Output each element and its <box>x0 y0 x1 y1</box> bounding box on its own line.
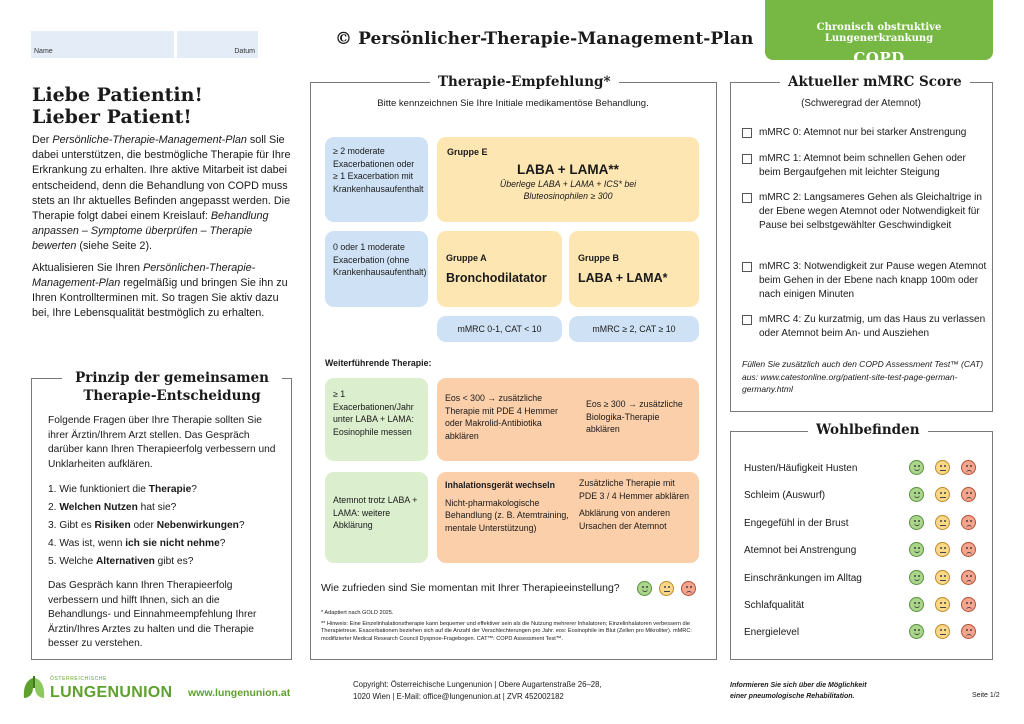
mmrc-title: Aktueller mMRC Score <box>780 74 970 90</box>
text: ? <box>191 484 197 495</box>
copyright-line-1: Copyright: Österreichische Lungenunion | Obere Augartenstraße 26–28, <box>353 680 602 689</box>
group-b-label: Gruppe B <box>578 253 620 263</box>
prinzip-outro: Das Gespräch kann Ihren Therapieerfolg verbessern und hilft Ihnen, sich an die Behandlungs- und Einnahmeempfehlung Ihrer Ärztin/Ihres Arztes zu halten und die Therapie besser zu verstehen. <box>48 580 257 649</box>
text: Der <box>32 134 53 146</box>
further-therapy-title: Weiterführende Therapie: <box>325 358 432 368</box>
text-bold: Alternativen <box>95 556 155 567</box>
smiley-happy-icon[interactable] <box>909 515 924 530</box>
question-list <box>48 481 280 571</box>
smiley-neutral-icon[interactable] <box>935 487 950 502</box>
copyright-line-2: 1020 Wien | E-Mail: office@lungenunion.at | ZVR 452002182 <box>353 692 564 701</box>
footnote-1: * Adaptiert nach GOLD 2025. <box>321 610 394 616</box>
wohlbefinden-title: Wohlbefinden <box>808 422 928 438</box>
smiley-neutral-icon[interactable] <box>935 460 950 475</box>
rehabilitation-line-2: einer pneumologische Rehabilitation. <box>730 693 855 700</box>
group-e-label: Gruppe E <box>447 147 488 157</box>
mmrc-option-label: mMRC 0: Atemnot nur bei starker Anstrengung <box>759 127 967 138</box>
text-italic: Behandlung anpassen – Symptome überprüfen – Therapie bewerten <box>32 210 269 253</box>
smiley-sad-icon[interactable] <box>961 460 976 475</box>
mmrc-option-label: mMRC 1: Atemnot beim schnellen Gehen oder beim Bergaufgehen mit leichter Steigung <box>759 153 966 178</box>
checkbox[interactable] <box>742 315 752 325</box>
lung-logo-icon <box>20 674 48 702</box>
text: 1. Wie funktioniert die <box>48 484 149 495</box>
group-b-drug: LABA + LAMA* <box>578 270 668 285</box>
score-a-text: mMRC 0-1, CAT < 10 <box>457 324 542 334</box>
criteria-group-ab <box>325 231 428 307</box>
criteria-group-e <box>325 137 428 222</box>
score-b <box>569 316 699 342</box>
question-4 <box>48 535 280 553</box>
group-a-box[interactable] <box>437 231 562 307</box>
smiley-happy-icon[interactable] <box>637 581 652 596</box>
mmrc-option-1[interactable] <box>742 152 987 180</box>
further-criteria-2 <box>325 472 428 563</box>
smiley-happy-icon[interactable] <box>909 487 924 502</box>
mmrc-subtitle: (Schweregrad der Atemnot) <box>801 98 921 109</box>
text: oder <box>130 520 157 531</box>
text: ? <box>238 520 245 531</box>
smiley-sad-icon[interactable] <box>961 570 976 585</box>
disease-banner <box>765 0 993 67</box>
wellbeing-row-label: Energielevel <box>744 627 800 638</box>
name-label: Name <box>34 48 53 55</box>
option-pde-text: Zusätzliche Therapie mit PDE 3 / 4 Hemmer abklären <box>579 478 690 501</box>
satisfaction-question: Wie zufrieden sind Sie momentan mit Ihrer Therapieeinstellung? <box>321 582 620 594</box>
group-a-drug: Bronchodilatator <box>446 270 547 285</box>
mmrc-option-0[interactable] <box>742 126 987 140</box>
criteria-group-ab-text: 0 oder 1 moderate Exacerbation (ohne Krankenhausaufenthalt) <box>333 242 427 277</box>
text: (siehe Seite 2). <box>76 240 153 253</box>
mmrc-option-label: mMRC 4: Zu kurzatmig, um das Haus zu verlassen oder Atemnot beim An- und Ausziehen <box>759 314 986 339</box>
smiley-sad-icon[interactable] <box>681 581 696 596</box>
group-e-box[interactable] <box>437 137 699 222</box>
option-inhaler <box>445 479 578 534</box>
cat-note: Füllen Sie zusätzlich auch den COPD Assessment Test™ (CAT) aus: www.catestonline.org/patient-site-test-page-german-germany.html <box>742 359 984 394</box>
option-pde <box>579 477 693 532</box>
checkbox[interactable] <box>742 193 752 203</box>
mmrc-option-label: mMRC 2: Langsameres Gehen als Gleichaltrige in der Ebene wegen Atemnot oder Notwendigkeit für Pause bei selbstgewählter Geschwindigkeit <box>759 192 982 231</box>
page-number: Seite 1/2 <box>972 692 1000 699</box>
disease-short-name: COPD <box>853 49 905 67</box>
further-criteria-1 <box>325 378 428 461</box>
text-bold: Welchen Nutzen <box>59 502 138 513</box>
option-non-pharma: Nicht-pharmakologische Behandlung (z. B. Atemtraining, mentale Unterstützung) <box>445 497 569 533</box>
option-eos-high: Eos ≥ 300 → zusätzliche Biologika-Therapie abklären <box>586 399 683 434</box>
checkbox[interactable] <box>742 154 752 164</box>
further-criteria-1-text: ≥ 1 Exacerbationen/Jahr unter LABA + LAMA: Eosinophile messen <box>333 389 414 437</box>
copyright <box>353 679 602 703</box>
greeting-line-1: Liebe Patientin! <box>32 84 203 106</box>
intro-text <box>32 133 292 321</box>
disease-long-name: Chronisch obstruktive Lungenerkrankung <box>816 22 942 44</box>
text: soll Sie dabei unterstützen, die bestmögliche Therapie für Ihre Erkrankung zu erhalten. Ihre aktive Mitarbeit ist dabei entscheidend, denn die Behandlung von COPD muss stets an Ihr aktuelles Befinden angepasst werden. Die Therapie folgt dabei einem Kreislauf: <box>32 134 291 223</box>
text: hat sie? <box>137 502 177 513</box>
text: 5. Welche <box>48 556 96 567</box>
wellbeing-row-label: Atemnot bei Anstrengung <box>744 545 857 556</box>
intro-paragraph-1 <box>32 133 292 255</box>
smiley-happy-icon[interactable] <box>909 570 924 585</box>
wellbeing-row-label: Schlafqualität <box>744 600 805 611</box>
smiley-neutral-icon[interactable] <box>935 542 950 557</box>
rehabilitation-note <box>730 680 867 702</box>
prinzip-body <box>48 414 280 652</box>
score-a <box>437 316 562 342</box>
criteria-group-e-text: ≥ 2 moderate Exacerbationen oder ≥ 1 Exacerbation mit Krankenhausaufenthalt <box>333 146 424 194</box>
text: 2. <box>48 502 60 513</box>
smiley-neutral-icon[interactable] <box>659 581 674 596</box>
question-2 <box>48 499 280 517</box>
text: 3. Gibt es <box>48 520 95 531</box>
question-3 <box>48 517 280 535</box>
text: gibt es? <box>154 556 194 567</box>
further-criteria-2-text: Atemnot trotz LABA + LAMA: weitere Abklärung <box>333 495 418 530</box>
empfehlung-subtitle: Bitte kennzeichnen Sie Ihre Initiale medikamentöse Behandlung. <box>377 98 649 109</box>
date-field[interactable] <box>177 31 258 58</box>
further-options-1[interactable] <box>437 378 699 461</box>
text-italic: Persönliche-Therapie-Management-Plan <box>52 134 247 146</box>
smiley-sad-icon[interactable] <box>961 624 976 639</box>
date-label: Datum <box>234 48 255 55</box>
mmrc-option-3[interactable] <box>742 260 987 302</box>
footnote-2: ** Hinweis: Eine Einzelinhalationstherapie kann bequemer und effektiver sein als die Nutzung mehrerer Inhalatoren; Einzelinhalatoren verbessern die Therapietreue. Exacerbationen beziehen sich auf die Anzahl der Verschlechterungen pro Jahr. eos: Eosinophile im Blut (Zellen pro Mikroliter). mMRC: modifizierter Medical Research Council Dyspnoe-Fragebogen. CAT™: COPD Assessment Test™. <box>321 620 692 642</box>
further-options-2[interactable] <box>437 472 699 563</box>
checkbox[interactable] <box>742 128 752 138</box>
page-title: © Persönlicher-Therapie-Management-Plan <box>335 29 754 49</box>
smiley-sad-icon[interactable] <box>961 597 976 612</box>
text-bold: ich sie nicht nehme <box>125 538 220 549</box>
text: ? <box>219 538 226 549</box>
smiley-sad-icon[interactable] <box>961 542 976 557</box>
smiley-happy-icon[interactable] <box>909 542 924 557</box>
text: Aktualisieren Sie Ihren <box>32 261 144 274</box>
smiley-happy-icon[interactable] <box>909 460 924 475</box>
rehabilitation-line-1: Informieren Sie sich über die Möglichkeit <box>730 682 867 689</box>
wellbeing-row-label: Engegefühl in der Brust <box>744 518 849 529</box>
text-italic: Persönlichen-Therapie-Management-Plan <box>32 261 256 289</box>
question-5 <box>48 553 280 571</box>
mmrc-option-2[interactable] <box>742 191 987 233</box>
logo-subtitle: ÖSTERREICHISCHE <box>50 676 108 682</box>
footnotes <box>321 610 711 643</box>
group-a-label: Gruppe A <box>446 253 487 263</box>
greeting-line-2: Lieber Patient! <box>32 106 192 128</box>
option-other-causes: Abklärung von anderen Ursachen der Atemnot <box>579 508 670 531</box>
mmrc-option-label: mMRC 3: Notwendigkeit zur Pause wegen Atemnot beim Gehen in der Ebene nach knapp 100m oder nach einigen Minuten <box>759 261 987 300</box>
empfehlung-title: Therapie-Empfehlung* <box>430 74 619 90</box>
smiley-happy-icon[interactable] <box>909 624 924 639</box>
prinzip-intro: Folgende Fragen über Ihre Therapie sollten Sie ihrer Ärztin/Ihrem Arzt stellen. Das Gespräch darüber kann Ihren Therapieerfolg verbessern und Unklarheiten aufklären. <box>48 415 276 470</box>
text: 4. Was ist, wenn <box>48 538 126 549</box>
text: regelmäßig und bringen Sie ihn zu Ihren Kontrollterminen mit. So tragen Sie aktiv dazu bei, Ihre Lebensqualität bestmöglich zu erhalten. <box>32 276 288 320</box>
smiley-sad-icon[interactable] <box>961 487 976 502</box>
group-e-drug: LABA + LAMA** <box>517 161 619 177</box>
name-field[interactable] <box>31 31 174 58</box>
logo-wordmark: LUNGENUNION <box>50 684 173 701</box>
option-inhaler-change: Inhalationsgerät wechseln <box>445 480 555 490</box>
website-link[interactable]: www.lungenunion.at <box>188 687 291 699</box>
smiley-neutral-icon[interactable] <box>935 624 950 639</box>
text-bold: Nebenwirkungen <box>156 520 239 531</box>
wellbeing-row-label: Einschränkungen im Alltag <box>744 573 862 584</box>
text-bold: Therapie <box>148 484 192 495</box>
question-1 <box>48 481 280 499</box>
smiley-neutral-icon[interactable] <box>935 515 950 530</box>
smiley-happy-icon[interactable] <box>909 597 924 612</box>
group-b-box[interactable] <box>569 231 699 307</box>
prinzip-title: Prinzip der gemeinsamen Therapie-Entscheidung <box>62 369 282 405</box>
smiley-neutral-icon[interactable] <box>935 597 950 612</box>
mmrc-option-4[interactable] <box>742 313 987 341</box>
score-b-text: mMRC ≥ 2, CAT ≥ 10 <box>592 324 676 334</box>
smiley-sad-icon[interactable] <box>961 515 976 530</box>
greeting <box>32 84 203 128</box>
intro-paragraph-2 <box>32 261 292 322</box>
group-e-note: Überlege LABA + LAMA + ICS* bei Bluteosinophilen ≥ 300 <box>499 179 637 201</box>
text-bold: Risiken <box>94 520 131 531</box>
option-eos-low: Eos < 300 → zusätzliche Therapie mit PDE 4 Hemmer oder Makrolid-Antibiotika abklären <box>445 393 558 441</box>
smiley-neutral-icon[interactable] <box>935 570 950 585</box>
checkbox[interactable] <box>742 262 752 272</box>
wellbeing-row-label: Schleim (Auswurf) <box>744 490 826 501</box>
wellbeing-row-label: Husten/Häufigkeit Husten <box>744 463 858 474</box>
